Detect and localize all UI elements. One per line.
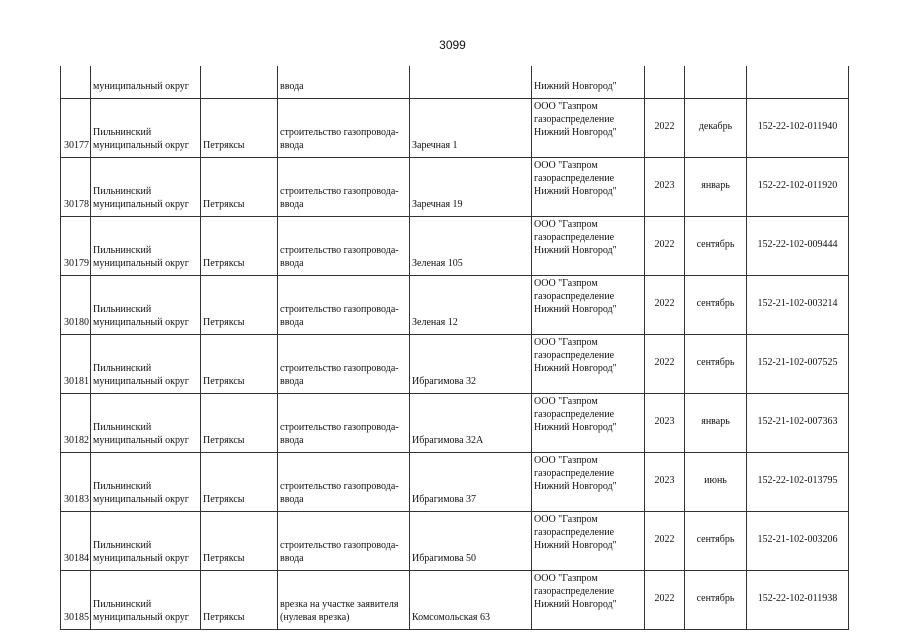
org-line-3: Нижний Новгород"	[534, 599, 617, 610]
district-line-2: муниципальный округ	[93, 553, 189, 564]
district-line-1: Пильнинский	[93, 481, 152, 492]
row-number: 30183	[61, 453, 91, 512]
settlement-cell: Петряксы	[201, 512, 278, 571]
cell-month	[685, 66, 747, 99]
work-line-1: строительство газопровода-	[280, 422, 399, 433]
table-row	[61, 512, 849, 571]
address-cell: Комсомольская 63	[410, 571, 532, 630]
row-number: 30179	[61, 217, 91, 276]
table-row	[61, 571, 849, 630]
org-line-2: газораспределение	[534, 350, 615, 361]
org-line-3: Нижний Новгород"	[534, 186, 617, 197]
organization-cell	[532, 394, 645, 453]
work-line-1: строительство газопровода-	[280, 127, 399, 138]
row-number: 30184	[61, 512, 91, 571]
cell-work: ввода	[278, 66, 410, 99]
org-line-2: газораспределение	[534, 291, 615, 302]
cell-id	[747, 66, 849, 99]
work-line-2: (нулевая врезка)	[280, 612, 350, 623]
organization-cell	[532, 512, 645, 571]
work-line-1: врезка на участке заявителя	[280, 599, 399, 610]
table-row	[61, 335, 849, 394]
org-line-3: Нижний Новгород"	[534, 363, 617, 374]
org-line-2: газораспределение	[534, 114, 615, 125]
month-cell: июнь	[685, 453, 747, 512]
work-line-1: строительство газопровода-	[280, 540, 399, 551]
organization-cell	[532, 335, 645, 394]
application-id-cell: 152-22-102-009444	[747, 217, 849, 276]
district-line-2: муниципальный округ	[93, 140, 189, 151]
gasification-table	[60, 66, 849, 630]
work-line-2: ввода	[280, 317, 304, 328]
page-number: 3099	[439, 38, 466, 52]
month-cell: сентябрь	[685, 276, 747, 335]
application-id-cell: 152-22-102-011920	[747, 158, 849, 217]
address-cell: Ибрагимова 32А	[410, 394, 532, 453]
work-type-cell	[278, 158, 410, 217]
work-line-2: ввода	[280, 199, 304, 210]
settlement-cell: Петряксы	[201, 217, 278, 276]
org-line-2: газораспределение	[534, 586, 615, 597]
org-line-2: газораспределение	[534, 527, 615, 538]
work-line-1: строительство газопровода-	[280, 186, 399, 197]
org-line-1: ООО "Газпром	[534, 160, 598, 171]
work-line-1: строительство газопровода-	[280, 481, 399, 492]
district-line-1: Пильнинский	[93, 245, 152, 256]
org-line-3: Нижний Новгород"	[534, 540, 617, 551]
org-line-1: ООО "Газпром	[534, 573, 598, 584]
work-line-1: строительство газопровода-	[280, 304, 399, 315]
cell-num	[61, 66, 91, 99]
year-cell: 2022	[645, 335, 685, 394]
table-row	[61, 217, 849, 276]
row-number: 30185	[61, 571, 91, 630]
year-cell: 2023	[645, 158, 685, 217]
org-line-3: Нижний Новгород"	[534, 481, 617, 492]
table-row	[61, 158, 849, 217]
application-id-cell: 152-22-102-011938	[747, 571, 849, 630]
month-cell: декабрь	[685, 99, 747, 158]
settlement-cell: Петряксы	[201, 335, 278, 394]
row-number: 30180	[61, 276, 91, 335]
org-line-2: газораспределение	[534, 173, 615, 184]
table-row	[61, 99, 849, 158]
work-line-1: строительство газопровода-	[280, 245, 399, 256]
settlement-cell: Петряксы	[201, 453, 278, 512]
organization-cell	[532, 99, 645, 158]
table-row-continued	[61, 66, 849, 99]
district-line-1: Пильнинский	[93, 127, 152, 138]
organization-cell	[532, 276, 645, 335]
org-line-3: Нижний Новгород"	[534, 422, 617, 433]
org-line-3: Нижний Новгород"	[534, 245, 617, 256]
district-line-2: муниципальный округ	[93, 258, 189, 269]
table-row	[61, 453, 849, 512]
org-line-2: газораспределение	[534, 232, 615, 243]
row-number: 30181	[61, 335, 91, 394]
year-cell: 2022	[645, 571, 685, 630]
work-line-1: строительство газопровода-	[280, 363, 399, 374]
org-line-2: газораспределение	[534, 409, 615, 420]
month-cell: сентябрь	[685, 512, 747, 571]
district-line-1: Пильнинский	[93, 599, 152, 610]
row-number: 30178	[61, 158, 91, 217]
org-line-1: ООО "Газпром	[534, 101, 598, 112]
work-line-2: ввода	[280, 435, 304, 446]
district-line-1: Пильнинский	[93, 422, 152, 433]
work-type-cell	[278, 512, 410, 571]
address-cell: Ибрагимова 50	[410, 512, 532, 571]
work-line-2: ввода	[280, 553, 304, 564]
settlement-cell: Петряксы	[201, 276, 278, 335]
work-type-cell	[278, 99, 410, 158]
district-cell	[91, 571, 201, 630]
address-cell: Ибрагимова 37	[410, 453, 532, 512]
org-line-3: Нижний Новгород"	[534, 304, 617, 315]
work-line-2: ввода	[280, 140, 304, 151]
district-cell	[91, 394, 201, 453]
address-cell: Ибрагимова 32	[410, 335, 532, 394]
district-cell	[91, 158, 201, 217]
address-cell: Зеленая 105	[410, 217, 532, 276]
row-number: 30182	[61, 394, 91, 453]
year-cell: 2023	[645, 394, 685, 453]
district-cell	[91, 99, 201, 158]
district-line-2: муниципальный округ	[93, 376, 189, 387]
district-line-1: Пильнинский	[93, 304, 152, 315]
district-cell	[91, 512, 201, 571]
month-cell: январь	[685, 158, 747, 217]
organization-cell	[532, 217, 645, 276]
cell-address	[410, 66, 532, 99]
district-line-2: муниципальный округ	[93, 317, 189, 328]
settlement-cell: Петряксы	[201, 158, 278, 217]
org-line-1: ООО "Газпром	[534, 455, 598, 466]
application-id-cell: 152-22-102-011940	[747, 99, 849, 158]
month-cell: сентябрь	[685, 217, 747, 276]
org-line-1: ООО "Газпром	[534, 514, 598, 525]
district-cell	[91, 217, 201, 276]
district-line-1: Пильнинский	[93, 186, 152, 197]
work-line-2: ввода	[280, 258, 304, 269]
cell-org: Нижний Новгород"	[532, 66, 645, 99]
year-cell: 2022	[645, 217, 685, 276]
table-row	[61, 276, 849, 335]
address-cell: Заречная 1	[410, 99, 532, 158]
settlement-cell: Петряксы	[201, 394, 278, 453]
organization-cell	[532, 571, 645, 630]
month-cell: январь	[685, 394, 747, 453]
org-line-1: ООО "Газпром	[534, 278, 598, 289]
year-cell: 2022	[645, 99, 685, 158]
year-cell: 2022	[645, 512, 685, 571]
month-cell: сентябрь	[685, 335, 747, 394]
district-cell	[91, 276, 201, 335]
application-id-cell: 152-21-102-003206	[747, 512, 849, 571]
work-type-cell	[278, 335, 410, 394]
address-cell: Зеленая 12	[410, 276, 532, 335]
address-cell: Заречная 19	[410, 158, 532, 217]
organization-cell	[532, 158, 645, 217]
district-line-2: муниципальный округ	[93, 494, 189, 505]
district-line-2: муниципальный округ	[93, 199, 189, 210]
work-type-cell	[278, 571, 410, 630]
work-type-cell	[278, 453, 410, 512]
organization-cell	[532, 453, 645, 512]
year-cell: 2022	[645, 276, 685, 335]
work-type-cell	[278, 217, 410, 276]
application-id-cell: 152-22-102-013795	[747, 453, 849, 512]
month-cell: сентябрь	[685, 571, 747, 630]
application-id-cell: 152-21-102-003214	[747, 276, 849, 335]
application-id-cell: 152-21-102-007363	[747, 394, 849, 453]
cell-district: муниципальный округ	[91, 66, 201, 99]
org-line-1: ООО "Газпром	[534, 219, 598, 230]
year-cell: 2023	[645, 453, 685, 512]
district-cell	[91, 335, 201, 394]
org-line-1: ООО "Газпром	[534, 396, 598, 407]
work-type-cell	[278, 276, 410, 335]
work-line-2: ввода	[280, 494, 304, 505]
cell-year	[645, 66, 685, 99]
org-line-3: Нижний Новгород"	[534, 127, 617, 138]
work-type-cell	[278, 394, 410, 453]
work-line-2: ввода	[280, 376, 304, 387]
table-row	[61, 394, 849, 453]
application-id-cell: 152-21-102-007525	[747, 335, 849, 394]
row-number: 30177	[61, 99, 91, 158]
district-line-2: муниципальный округ	[93, 435, 189, 446]
district-line-1: Пильнинский	[93, 540, 152, 551]
settlement-cell: Петряксы	[201, 571, 278, 630]
district-line-2: муниципальный округ	[93, 612, 189, 623]
cell-place	[201, 66, 278, 99]
district-cell	[91, 453, 201, 512]
org-line-2: газораспределение	[534, 468, 615, 479]
district-line-1: Пильнинский	[93, 363, 152, 374]
settlement-cell: Петряксы	[201, 99, 278, 158]
org-line-1: ООО "Газпром	[534, 337, 598, 348]
